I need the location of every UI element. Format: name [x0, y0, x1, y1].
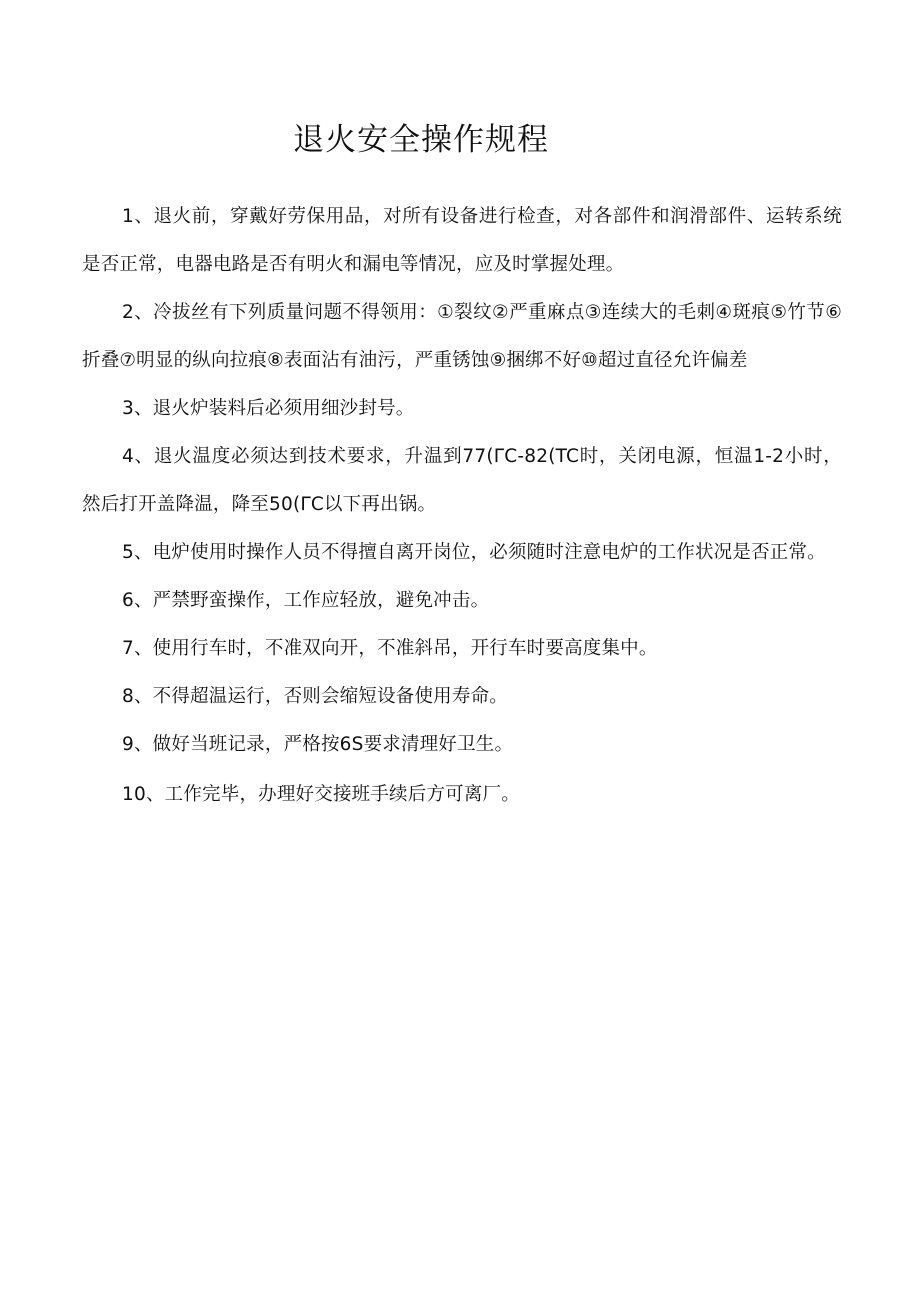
rule-item-6: 6、严禁野蛮操作，工作应轻放，避免冲击。 — [122, 590, 490, 611]
rule-item-1: 1、退火前，穿戴好劳保用品，对所有设备进行检查，对各部件和润滑部件、运转系统是否正常，电器电路是否有明火和漏电等情况，应及时掌握处理。 — [82, 206, 842, 275]
rule-item-3: 3、退火炉装料后必须用细沙封号。 — [122, 398, 415, 419]
rule-item-5: 5、电炉使用时操作人员不得擅自离开岗位，必须随时注意电炉的工作状况是否正常。 — [122, 542, 826, 563]
rule-item-7: 7、使用行车时，不准双向开，不准斜吊，开行车时要高度集中。 — [122, 638, 658, 659]
rule-item-4: 4、退火温度必须达到技术要求，升温到77(ΓC-82(TC时，关闭电源，恒温1-2小时，然后打开盖降温，降至50(ΓC以下再出锅。 — [82, 446, 842, 515]
document-body — [82, 193, 842, 819]
rule-item-10: 10、工作完毕，办理好交接班手续后方可离厂。 — [122, 784, 520, 805]
document-title: 退火安全操作规程 — [293, 122, 549, 158]
rule-item-9: 9、做好当班记录，严格按6S要求清理好卫生。 — [122, 734, 514, 755]
rule-item-8: 8、不得超温运行，否则会缩短设备使用寿命。 — [122, 686, 508, 707]
rule-item-2: 2、冷拔丝有下列质量问题不得领用：①裂纹②严重麻点③连续大的毛刺④斑痕⑤竹节⑥折叠⑦明显的纵向拉痕⑧表面沾有油污，严重锈蚀⑨捆绑不好⑩超过直径允许偏差 — [82, 302, 842, 371]
